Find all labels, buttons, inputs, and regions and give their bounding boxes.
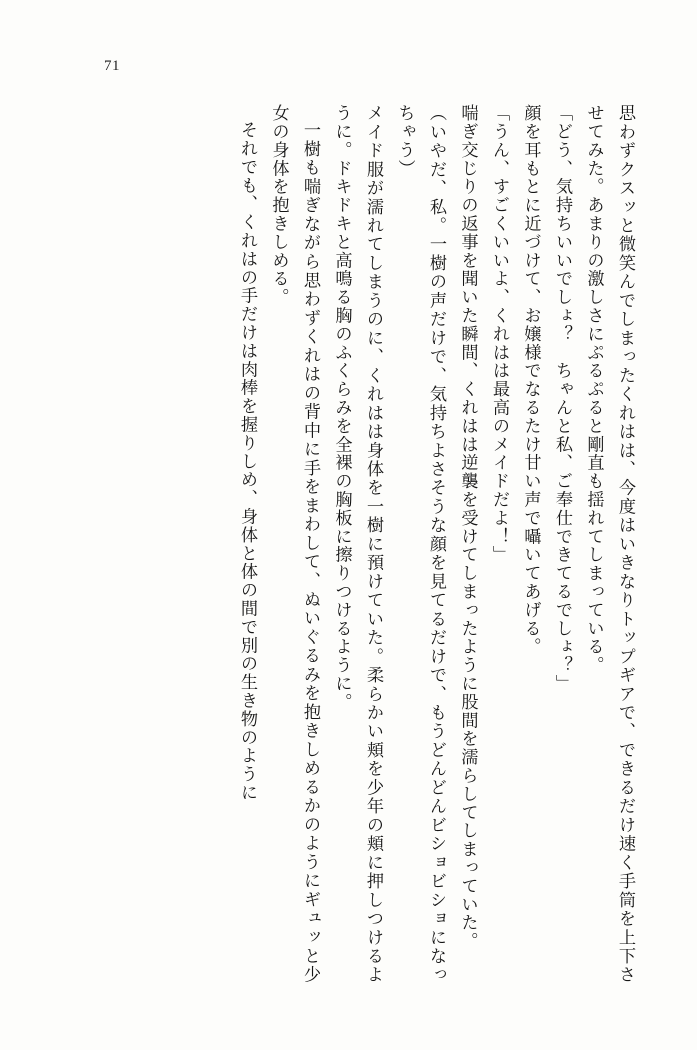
paragraph: 一樹も喘ぎながら思わずくれはの背中に手をまわして、ぬいぐるみを抱きしめるかのようにギュッと少女の身体を抱きしめる。 [269,104,320,984]
page-body-text [56,104,641,984]
paragraph: それでも、くれはの手だけは肉棒を握りしめ、身体と体の間で別の生き物のように [238,121,257,802]
page-number: 71 [104,58,120,74]
paragraph: 喘ぎ交じりの返事を聞いた瞬間、くれはは逆襲を受けてしまったように股間を濡らしてしまっていた。 [458,104,478,951]
paragraph: 「どう、気持ちいいでしょ？ ちゃんと私、ご奉仕できてるでしょ？」 [553,104,572,693]
paragraph: （いやだ、私。一樹の声だけで、気持ちよさそうな顔を見てるだけで、もうどんどんビショビショになっちゃう） [395,104,446,984]
paragraph: 顔を耳もとに近づけて、お嬢様でなるたけ甘い声で囁いてあげる。 [521,104,541,656]
paragraph: 思わずクスッと微笑んでしまったくれはは、今度はいきなりトップギアで、できるだけ速く手筒を上下させてみた。あまりの激しさにぷるぷると剛直も揺れてしまっている。 [584,104,635,984]
paragraph: 「うん、すごくいいよ、くれはは最高のメイドだよ！」 [490,104,509,564]
paragraph: メイド服が濡れてしまうのに、くれはは身体を一樹に預けていた。柔らかい頬を少年の頬に押しつけるように。ドキドキと高鳴る胸のふくらみを全裸の胸板に擦りつけるように。 [332,104,383,984]
